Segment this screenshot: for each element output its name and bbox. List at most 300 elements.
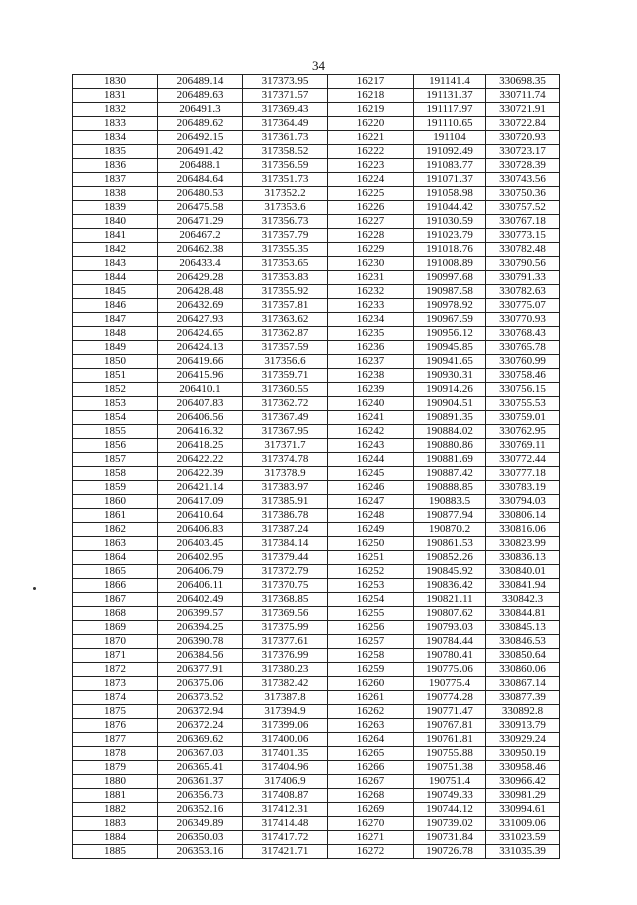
table-row xyxy=(73,313,560,327)
table-row xyxy=(73,285,560,299)
x-coordinate-a-cell: 206416.32 xyxy=(158,425,243,439)
y-coordinate-b-cell: 330769.11 xyxy=(486,439,560,453)
x-coordinate-a-cell: 206489.62 xyxy=(158,117,243,131)
x-coordinate-a-cell: 206372.24 xyxy=(158,719,243,733)
x-coordinate-a-cell: 206427.93 xyxy=(158,313,243,327)
x-coordinate-a-cell: 206403.45 xyxy=(158,537,243,551)
point-number-b-cell: 16219 xyxy=(328,103,414,117)
table-row xyxy=(73,215,560,229)
x-coordinate-b-cell: 190880.86 xyxy=(414,439,486,453)
y-coordinate-b-cell: 330768.43 xyxy=(486,327,560,341)
y-coordinate-a-cell: 317367.49 xyxy=(243,411,328,425)
point-number-b-cell: 16232 xyxy=(328,285,414,299)
point-number-b-cell: 16236 xyxy=(328,341,414,355)
point-number-b-cell: 16265 xyxy=(328,747,414,761)
point-number-a-cell: 1860 xyxy=(73,495,158,509)
y-coordinate-b-cell: 330850.64 xyxy=(486,649,560,663)
y-coordinate-a-cell: 317399.06 xyxy=(243,719,328,733)
table-row xyxy=(73,327,560,341)
table-row xyxy=(73,425,560,439)
point-number-b-cell: 16230 xyxy=(328,257,414,271)
x-coordinate-a-cell: 206475.58 xyxy=(158,201,243,215)
x-coordinate-b-cell: 190767.81 xyxy=(414,719,486,733)
y-coordinate-b-cell: 330762.95 xyxy=(486,425,560,439)
x-coordinate-b-cell: 191030.59 xyxy=(414,215,486,229)
y-coordinate-a-cell: 317379.44 xyxy=(243,551,328,565)
y-coordinate-a-cell: 317358.52 xyxy=(243,145,328,159)
table-row xyxy=(73,817,560,831)
y-coordinate-b-cell: 330755.53 xyxy=(486,397,560,411)
point-number-a-cell: 1867 xyxy=(73,593,158,607)
x-coordinate-b-cell: 190870.2 xyxy=(414,523,486,537)
x-coordinate-a-cell: 206365.41 xyxy=(158,761,243,775)
table-row xyxy=(73,719,560,733)
point-number-b-cell: 16269 xyxy=(328,803,414,817)
y-coordinate-b-cell: 330929.24 xyxy=(486,733,560,747)
point-number-b-cell: 16226 xyxy=(328,201,414,215)
y-coordinate-a-cell: 317372.79 xyxy=(243,565,328,579)
x-coordinate-a-cell: 206433.4 xyxy=(158,257,243,271)
y-coordinate-b-cell: 330723.17 xyxy=(486,145,560,159)
table-row xyxy=(73,383,560,397)
point-number-b-cell: 16259 xyxy=(328,663,414,677)
table-row xyxy=(73,411,560,425)
point-number-a-cell: 1857 xyxy=(73,453,158,467)
point-number-b-cell: 16243 xyxy=(328,439,414,453)
point-number-a-cell: 1850 xyxy=(73,355,158,369)
y-coordinate-a-cell: 317384.14 xyxy=(243,537,328,551)
point-number-a-cell: 1869 xyxy=(73,621,158,635)
y-coordinate-b-cell: 330860.06 xyxy=(486,663,560,677)
y-coordinate-b-cell: 330958.46 xyxy=(486,761,560,775)
point-number-a-cell: 1863 xyxy=(73,537,158,551)
point-number-b-cell: 16218 xyxy=(328,89,414,103)
point-number-b-cell: 16225 xyxy=(328,187,414,201)
table-row xyxy=(73,635,560,649)
y-coordinate-a-cell: 317356.59 xyxy=(243,159,328,173)
y-coordinate-b-cell: 330782.48 xyxy=(486,243,560,257)
point-number-a-cell: 1880 xyxy=(73,775,158,789)
x-coordinate-a-cell: 206349.89 xyxy=(158,817,243,831)
point-number-b-cell: 16266 xyxy=(328,761,414,775)
y-coordinate-a-cell: 317351.73 xyxy=(243,173,328,187)
x-coordinate-b-cell: 190771.47 xyxy=(414,705,486,719)
point-number-a-cell: 1858 xyxy=(73,467,158,481)
x-coordinate-a-cell: 206350.03 xyxy=(158,831,243,845)
y-coordinate-a-cell: 317353.83 xyxy=(243,271,328,285)
y-coordinate-a-cell: 317387.8 xyxy=(243,691,328,705)
y-coordinate-a-cell: 317406.9 xyxy=(243,775,328,789)
y-coordinate-b-cell: 330759.01 xyxy=(486,411,560,425)
point-number-a-cell: 1868 xyxy=(73,607,158,621)
y-coordinate-a-cell: 317417.72 xyxy=(243,831,328,845)
x-coordinate-a-cell: 206384.56 xyxy=(158,649,243,663)
point-number-b-cell: 16238 xyxy=(328,369,414,383)
y-coordinate-b-cell: 330782.63 xyxy=(486,285,560,299)
y-coordinate-a-cell: 317373.95 xyxy=(243,75,328,89)
y-coordinate-b-cell: 330994.61 xyxy=(486,803,560,817)
point-number-b-cell: 16222 xyxy=(328,145,414,159)
table-row xyxy=(73,593,560,607)
point-number-b-cell: 16257 xyxy=(328,635,414,649)
x-coordinate-b-cell: 190755.88 xyxy=(414,747,486,761)
y-coordinate-a-cell: 317371.7 xyxy=(243,439,328,453)
table-row xyxy=(73,551,560,565)
x-coordinate-b-cell: 190751.4 xyxy=(414,775,486,789)
x-coordinate-b-cell: 191044.42 xyxy=(414,201,486,215)
x-coordinate-b-cell: 191071.37 xyxy=(414,173,486,187)
table-row xyxy=(73,495,560,509)
point-number-b-cell: 16252 xyxy=(328,565,414,579)
table-row xyxy=(73,103,560,117)
table-row xyxy=(73,775,560,789)
point-number-a-cell: 1875 xyxy=(73,705,158,719)
point-number-a-cell: 1842 xyxy=(73,243,158,257)
point-number-b-cell: 16242 xyxy=(328,425,414,439)
point-number-b-cell: 16237 xyxy=(328,355,414,369)
table-row xyxy=(73,229,560,243)
table-row xyxy=(73,397,560,411)
y-coordinate-b-cell: 330758.46 xyxy=(486,369,560,383)
point-number-a-cell: 1834 xyxy=(73,131,158,145)
y-coordinate-a-cell: 317362.87 xyxy=(243,327,328,341)
x-coordinate-a-cell: 206375.06 xyxy=(158,677,243,691)
y-coordinate-b-cell: 330698.35 xyxy=(486,75,560,89)
point-number-a-cell: 1839 xyxy=(73,201,158,215)
x-coordinate-a-cell: 206406.83 xyxy=(158,523,243,537)
x-coordinate-b-cell: 190780.41 xyxy=(414,649,486,663)
y-coordinate-a-cell: 317383.97 xyxy=(243,481,328,495)
x-coordinate-b-cell: 190836.42 xyxy=(414,579,486,593)
margin-dot xyxy=(33,587,36,590)
point-number-a-cell: 1841 xyxy=(73,229,158,243)
table-row xyxy=(73,75,560,89)
x-coordinate-a-cell: 206429.28 xyxy=(158,271,243,285)
x-coordinate-b-cell: 190821.11 xyxy=(414,593,486,607)
x-coordinate-a-cell: 206421.14 xyxy=(158,481,243,495)
x-coordinate-a-cell: 206422.22 xyxy=(158,453,243,467)
x-coordinate-a-cell: 206424.65 xyxy=(158,327,243,341)
x-coordinate-a-cell: 206491.42 xyxy=(158,145,243,159)
point-number-a-cell: 1882 xyxy=(73,803,158,817)
point-number-a-cell: 1881 xyxy=(73,789,158,803)
y-coordinate-b-cell: 330728.39 xyxy=(486,159,560,173)
x-coordinate-b-cell: 190987.58 xyxy=(414,285,486,299)
point-number-a-cell: 1856 xyxy=(73,439,158,453)
y-coordinate-b-cell: 330775.07 xyxy=(486,299,560,313)
y-coordinate-a-cell: 317369.56 xyxy=(243,607,328,621)
y-coordinate-b-cell: 330844.81 xyxy=(486,607,560,621)
x-coordinate-b-cell: 190731.84 xyxy=(414,831,486,845)
point-number-a-cell: 1853 xyxy=(73,397,158,411)
point-number-b-cell: 16231 xyxy=(328,271,414,285)
x-coordinate-a-cell: 206410.1 xyxy=(158,383,243,397)
point-number-b-cell: 16250 xyxy=(328,537,414,551)
y-coordinate-b-cell: 330767.18 xyxy=(486,215,560,229)
point-number-b-cell: 16227 xyxy=(328,215,414,229)
y-coordinate-b-cell: 330840.01 xyxy=(486,565,560,579)
y-coordinate-b-cell: 330842.3 xyxy=(486,593,560,607)
point-number-a-cell: 1836 xyxy=(73,159,158,173)
y-coordinate-a-cell: 317362.72 xyxy=(243,397,328,411)
x-coordinate-b-cell: 190774.28 xyxy=(414,691,486,705)
point-number-b-cell: 16244 xyxy=(328,453,414,467)
x-coordinate-b-cell: 190914.26 xyxy=(414,383,486,397)
point-number-b-cell: 16249 xyxy=(328,523,414,537)
y-coordinate-b-cell: 330760.99 xyxy=(486,355,560,369)
point-number-a-cell: 1838 xyxy=(73,187,158,201)
y-coordinate-b-cell: 331023.59 xyxy=(486,831,560,845)
y-coordinate-a-cell: 317414.48 xyxy=(243,817,328,831)
x-coordinate-b-cell: 191110.65 xyxy=(414,117,486,131)
point-number-b-cell: 16239 xyxy=(328,383,414,397)
x-coordinate-a-cell: 206419.66 xyxy=(158,355,243,369)
x-coordinate-a-cell: 206491.3 xyxy=(158,103,243,117)
point-number-a-cell: 1855 xyxy=(73,425,158,439)
x-coordinate-a-cell: 206467.2 xyxy=(158,229,243,243)
x-coordinate-b-cell: 190883.5 xyxy=(414,495,486,509)
y-coordinate-b-cell: 330823.99 xyxy=(486,537,560,551)
x-coordinate-b-cell: 191092.49 xyxy=(414,145,486,159)
y-coordinate-b-cell: 331009.06 xyxy=(486,817,560,831)
table-row xyxy=(73,565,560,579)
y-coordinate-a-cell: 317357.59 xyxy=(243,341,328,355)
y-coordinate-a-cell: 317353.65 xyxy=(243,257,328,271)
x-coordinate-a-cell: 206428.48 xyxy=(158,285,243,299)
point-number-a-cell: 1885 xyxy=(73,845,158,859)
point-number-b-cell: 16248 xyxy=(328,509,414,523)
y-coordinate-a-cell: 317353.6 xyxy=(243,201,328,215)
x-coordinate-b-cell: 191131.37 xyxy=(414,89,486,103)
x-coordinate-b-cell: 191141.4 xyxy=(414,75,486,89)
point-number-b-cell: 16268 xyxy=(328,789,414,803)
table-row xyxy=(73,747,560,761)
table-row xyxy=(73,271,560,285)
x-coordinate-a-cell: 206489.63 xyxy=(158,89,243,103)
x-coordinate-b-cell: 190807.62 xyxy=(414,607,486,621)
table-row xyxy=(73,201,560,215)
y-coordinate-a-cell: 317368.85 xyxy=(243,593,328,607)
y-coordinate-b-cell: 330867.14 xyxy=(486,677,560,691)
point-number-b-cell: 16271 xyxy=(328,831,414,845)
table-row xyxy=(73,481,560,495)
coordinates-table-body xyxy=(73,75,560,859)
y-coordinate-a-cell: 317385.91 xyxy=(243,495,328,509)
x-coordinate-b-cell: 191104 xyxy=(414,131,486,145)
y-coordinate-b-cell: 330845.13 xyxy=(486,621,560,635)
table-row xyxy=(73,369,560,383)
point-number-a-cell: 1877 xyxy=(73,733,158,747)
table-row xyxy=(73,187,560,201)
point-number-a-cell: 1865 xyxy=(73,565,158,579)
x-coordinate-b-cell: 190930.31 xyxy=(414,369,486,383)
point-number-b-cell: 16253 xyxy=(328,579,414,593)
point-number-a-cell: 1852 xyxy=(73,383,158,397)
point-number-b-cell: 16263 xyxy=(328,719,414,733)
point-number-a-cell: 1845 xyxy=(73,285,158,299)
y-coordinate-a-cell: 317421.71 xyxy=(243,845,328,859)
x-coordinate-b-cell: 191008.89 xyxy=(414,257,486,271)
x-coordinate-b-cell: 190726.78 xyxy=(414,845,486,859)
y-coordinate-b-cell: 330892.8 xyxy=(486,705,560,719)
y-coordinate-b-cell: 330877.39 xyxy=(486,691,560,705)
x-coordinate-a-cell: 206406.11 xyxy=(158,579,243,593)
point-number-a-cell: 1871 xyxy=(73,649,158,663)
y-coordinate-b-cell: 330791.33 xyxy=(486,271,560,285)
point-number-a-cell: 1849 xyxy=(73,341,158,355)
x-coordinate-b-cell: 191083.77 xyxy=(414,159,486,173)
x-coordinate-b-cell: 190904.51 xyxy=(414,397,486,411)
table-row xyxy=(73,691,560,705)
point-number-a-cell: 1835 xyxy=(73,145,158,159)
point-number-a-cell: 1837 xyxy=(73,173,158,187)
point-number-b-cell: 16220 xyxy=(328,117,414,131)
table-row xyxy=(73,243,560,257)
y-coordinate-b-cell: 330846.53 xyxy=(486,635,560,649)
y-coordinate-b-cell: 330750.36 xyxy=(486,187,560,201)
y-coordinate-a-cell: 317355.35 xyxy=(243,243,328,257)
point-number-a-cell: 1843 xyxy=(73,257,158,271)
point-number-a-cell: 1831 xyxy=(73,89,158,103)
x-coordinate-a-cell: 206356.73 xyxy=(158,789,243,803)
y-coordinate-b-cell: 330950.19 xyxy=(486,747,560,761)
point-number-a-cell: 1883 xyxy=(73,817,158,831)
table-row xyxy=(73,509,560,523)
point-number-b-cell: 16241 xyxy=(328,411,414,425)
y-coordinate-a-cell: 317355.92 xyxy=(243,285,328,299)
y-coordinate-a-cell: 317387.24 xyxy=(243,523,328,537)
y-coordinate-a-cell: 317377.61 xyxy=(243,635,328,649)
point-number-a-cell: 1870 xyxy=(73,635,158,649)
point-number-b-cell: 16258 xyxy=(328,649,414,663)
y-coordinate-b-cell: 330794.03 xyxy=(486,495,560,509)
x-coordinate-a-cell: 206394.25 xyxy=(158,621,243,635)
x-coordinate-b-cell: 190967.59 xyxy=(414,313,486,327)
table-row xyxy=(73,845,560,859)
y-coordinate-a-cell: 317371.57 xyxy=(243,89,328,103)
y-coordinate-a-cell: 317386.78 xyxy=(243,509,328,523)
y-coordinate-b-cell: 330836.13 xyxy=(486,551,560,565)
point-number-b-cell: 16229 xyxy=(328,243,414,257)
x-coordinate-a-cell: 206422.39 xyxy=(158,467,243,481)
table-row xyxy=(73,789,560,803)
x-coordinate-a-cell: 206406.79 xyxy=(158,565,243,579)
point-number-b-cell: 16251 xyxy=(328,551,414,565)
x-coordinate-b-cell: 190784.44 xyxy=(414,635,486,649)
point-number-a-cell: 1873 xyxy=(73,677,158,691)
point-number-a-cell: 1861 xyxy=(73,509,158,523)
x-coordinate-a-cell: 206402.49 xyxy=(158,593,243,607)
point-number-a-cell: 1884 xyxy=(73,831,158,845)
x-coordinate-a-cell: 206369.62 xyxy=(158,733,243,747)
x-coordinate-b-cell: 190884.02 xyxy=(414,425,486,439)
y-coordinate-a-cell: 317360.55 xyxy=(243,383,328,397)
y-coordinate-a-cell: 317400.06 xyxy=(243,733,328,747)
y-coordinate-b-cell: 330981.29 xyxy=(486,789,560,803)
point-number-a-cell: 1866 xyxy=(73,579,158,593)
point-number-b-cell: 16262 xyxy=(328,705,414,719)
point-number-b-cell: 16272 xyxy=(328,845,414,859)
y-coordinate-a-cell: 317359.71 xyxy=(243,369,328,383)
y-coordinate-a-cell: 317376.99 xyxy=(243,649,328,663)
table-row xyxy=(73,341,560,355)
y-coordinate-a-cell: 317378.9 xyxy=(243,467,328,481)
table-row xyxy=(73,649,560,663)
x-coordinate-a-cell: 206390.78 xyxy=(158,635,243,649)
x-coordinate-b-cell: 191023.79 xyxy=(414,229,486,243)
x-coordinate-a-cell: 206489.14 xyxy=(158,75,243,89)
point-number-b-cell: 16246 xyxy=(328,481,414,495)
y-coordinate-b-cell: 330783.19 xyxy=(486,481,560,495)
point-number-b-cell: 16240 xyxy=(328,397,414,411)
page-number: 34 xyxy=(312,58,325,73)
y-coordinate-b-cell: 330772.44 xyxy=(486,453,560,467)
x-coordinate-b-cell: 190793.03 xyxy=(414,621,486,635)
table-row xyxy=(73,257,560,271)
y-coordinate-a-cell: 317361.73 xyxy=(243,131,328,145)
y-coordinate-a-cell: 317380.23 xyxy=(243,663,328,677)
y-coordinate-a-cell: 317352.2 xyxy=(243,187,328,201)
x-coordinate-b-cell: 190761.81 xyxy=(414,733,486,747)
point-number-a-cell: 1854 xyxy=(73,411,158,425)
point-number-b-cell: 16264 xyxy=(328,733,414,747)
x-coordinate-b-cell: 190751.38 xyxy=(414,761,486,775)
x-coordinate-a-cell: 206353.16 xyxy=(158,845,243,859)
y-coordinate-b-cell: 330720.93 xyxy=(486,131,560,145)
y-coordinate-a-cell: 317375.99 xyxy=(243,621,328,635)
point-number-b-cell: 16221 xyxy=(328,131,414,145)
point-number-a-cell: 1851 xyxy=(73,369,158,383)
y-coordinate-a-cell: 317356.6 xyxy=(243,355,328,369)
point-number-b-cell: 16235 xyxy=(328,327,414,341)
table-row xyxy=(73,467,560,481)
point-number-a-cell: 1832 xyxy=(73,103,158,117)
y-coordinate-a-cell: 317357.81 xyxy=(243,299,328,313)
y-coordinate-b-cell: 330913.79 xyxy=(486,719,560,733)
y-coordinate-a-cell: 317382.42 xyxy=(243,677,328,691)
x-coordinate-b-cell: 190945.85 xyxy=(414,341,486,355)
x-coordinate-b-cell: 190956.12 xyxy=(414,327,486,341)
x-coordinate-b-cell: 190852.26 xyxy=(414,551,486,565)
y-coordinate-a-cell: 317370.75 xyxy=(243,579,328,593)
x-coordinate-a-cell: 206484.64 xyxy=(158,173,243,187)
table-row xyxy=(73,663,560,677)
x-coordinate-b-cell: 190744.12 xyxy=(414,803,486,817)
y-coordinate-a-cell: 317364.49 xyxy=(243,117,328,131)
point-number-b-cell: 16228 xyxy=(328,229,414,243)
x-coordinate-b-cell: 190888.85 xyxy=(414,481,486,495)
point-number-b-cell: 16233 xyxy=(328,299,414,313)
point-number-a-cell: 1862 xyxy=(73,523,158,537)
table-row xyxy=(73,453,560,467)
table-row xyxy=(73,733,560,747)
point-number-b-cell: 16256 xyxy=(328,621,414,635)
point-number-a-cell: 1847 xyxy=(73,313,158,327)
y-coordinate-b-cell: 330756.15 xyxy=(486,383,560,397)
x-coordinate-a-cell: 206407.83 xyxy=(158,397,243,411)
point-number-b-cell: 16270 xyxy=(328,817,414,831)
x-coordinate-a-cell: 206424.13 xyxy=(158,341,243,355)
x-coordinate-b-cell: 190891.35 xyxy=(414,411,486,425)
y-coordinate-a-cell: 317394.9 xyxy=(243,705,328,719)
y-coordinate-a-cell: 317367.95 xyxy=(243,425,328,439)
y-coordinate-b-cell: 331035.39 xyxy=(486,845,560,859)
point-number-a-cell: 1872 xyxy=(73,663,158,677)
x-coordinate-a-cell: 206352.16 xyxy=(158,803,243,817)
x-coordinate-b-cell: 190941.65 xyxy=(414,355,486,369)
x-coordinate-a-cell: 206372.94 xyxy=(158,705,243,719)
point-number-b-cell: 16261 xyxy=(328,691,414,705)
